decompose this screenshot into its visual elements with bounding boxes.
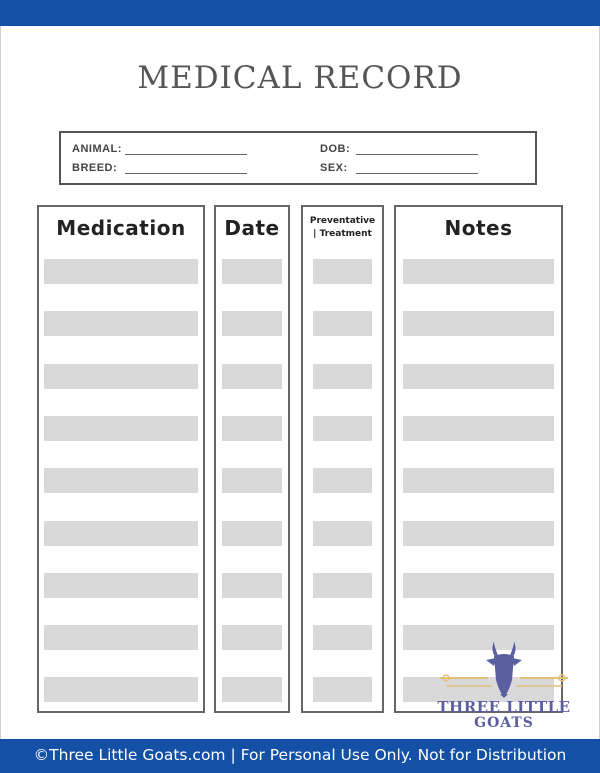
treatment-header-line1: Preventative — [309, 216, 376, 226]
medication-column — [37, 205, 205, 713]
treatment-entry[interactable] — [313, 311, 372, 336]
date-entry[interactable] — [222, 416, 282, 441]
notes-entry[interactable] — [403, 364, 554, 389]
medication-entry[interactable] — [44, 311, 198, 336]
notes-header: Notes — [444, 216, 513, 240]
page-title: MEDICAL RECORD — [137, 60, 463, 96]
treatment-entry[interactable] — [313, 259, 372, 284]
goat-head-icon — [436, 638, 572, 698]
date-entry[interactable] — [222, 573, 282, 598]
notes-entry[interactable] — [403, 311, 554, 336]
medication-entry[interactable] — [44, 259, 198, 284]
notes-entry[interactable] — [403, 573, 554, 598]
animal-info-box — [59, 131, 537, 185]
sex-label: SEX: — [320, 162, 348, 174]
notes-entry[interactable] — [403, 416, 554, 441]
date-entry[interactable] — [222, 364, 282, 389]
date-entry[interactable] — [222, 468, 282, 493]
breed-field[interactable] — [125, 173, 247, 174]
date-entry[interactable] — [222, 521, 282, 546]
notes-entry[interactable] — [403, 259, 554, 284]
breed-label: BREED: — [72, 162, 118, 174]
dob-field[interactable] — [356, 154, 478, 155]
medication-entry[interactable] — [44, 364, 198, 389]
notes-entry[interactable] — [403, 521, 554, 546]
medication-entry[interactable] — [44, 468, 198, 493]
treatment-entry[interactable] — [313, 364, 372, 389]
date-entry[interactable] — [222, 677, 282, 702]
notes-column — [394, 205, 563, 713]
treatment-column — [301, 205, 384, 713]
medication-entry[interactable] — [44, 416, 198, 441]
animal-label: ANIMAL: — [72, 143, 122, 155]
date-header: Date — [224, 216, 280, 240]
medication-entry[interactable] — [44, 573, 198, 598]
date-entry[interactable] — [222, 625, 282, 650]
top-banner — [0, 0, 600, 26]
footer-banner: ©Three Little Goats.com | For Personal Use Only. Not for Distribution — [0, 739, 600, 773]
treatment-entry[interactable] — [313, 573, 372, 598]
medication-entry[interactable] — [44, 521, 198, 546]
treatment-entry[interactable] — [313, 416, 372, 441]
three-little-goats-logo — [436, 638, 572, 734]
treatment-header-line2: | Treatment — [313, 229, 372, 239]
animal-field[interactable] — [125, 154, 247, 155]
treatment-header — [303, 215, 382, 241]
sex-field[interactable] — [356, 173, 478, 174]
treatment-entry[interactable] — [313, 625, 372, 650]
medication-entry[interactable] — [44, 625, 198, 650]
dob-label: DOB: — [320, 143, 351, 155]
date-entry[interactable] — [222, 311, 282, 336]
notes-entry[interactable] — [403, 468, 554, 493]
logo-text-line1: THREE LITTLE — [437, 698, 571, 716]
date-entry[interactable] — [222, 259, 282, 284]
treatment-entry[interactable] — [313, 521, 372, 546]
treatment-entry[interactable] — [313, 677, 372, 702]
medication-entry[interactable] — [44, 677, 198, 702]
medication-header: Medication — [56, 216, 186, 240]
treatment-entry[interactable] — [313, 468, 372, 493]
logo-text-line2: GOATS — [474, 715, 534, 731]
date-column — [214, 205, 290, 713]
